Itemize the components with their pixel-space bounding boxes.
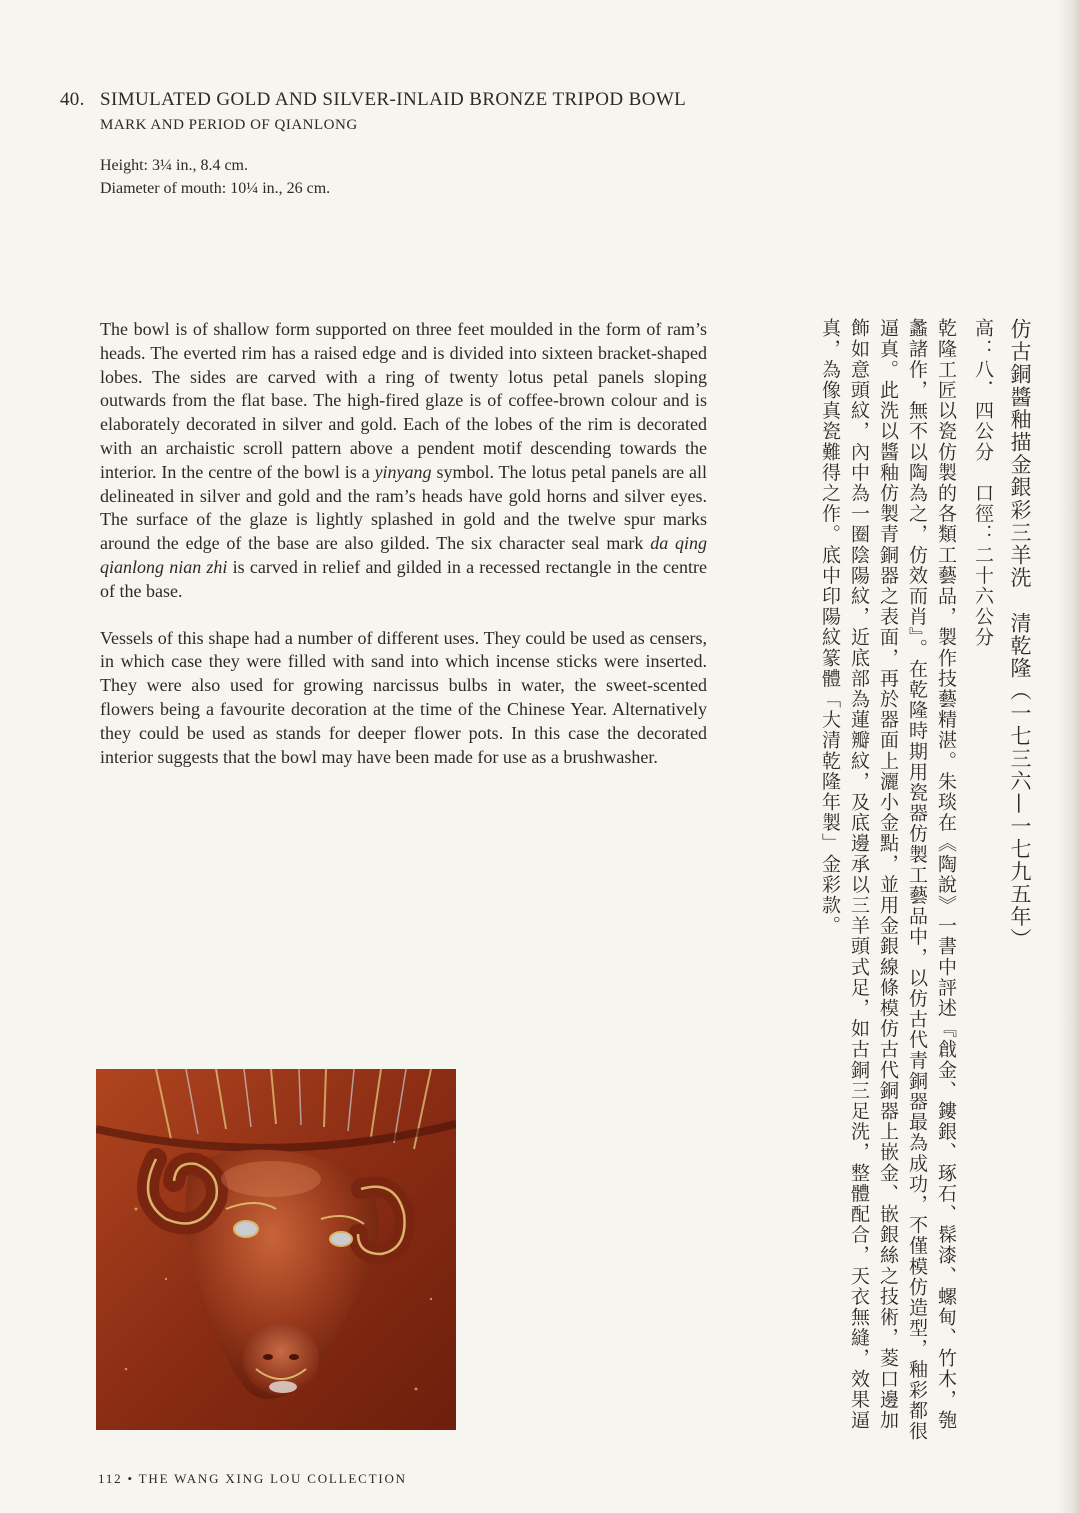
description-italic-term: yinyang xyxy=(374,461,432,482)
description-text: is carved in relief and gilded in a recessed rectangle in the centre of the base. xyxy=(100,556,707,601)
ram-head-illustration xyxy=(96,1069,456,1430)
entry-number: 40. xyxy=(60,89,85,110)
chinese-body: 乾隆工匠以瓷仿製的各類工藝品，製作技藝精湛。朱琰在《陶說》一書中評述『戧金、鏤銀、琢石、髹漆、螺甸、竹木，匏蠡諸作，無不以陶為之，仿效而肖』。在乾隆時期用瓷器仿製工藝品中，以仿古代青銅器最為成功，不僅模仿造型，釉彩都很逼真。此洗以醬釉仿製青銅器之表面，再於器面上灑小金點，並用金銀線條模仿古代銅器上嵌金、嵌銀絲之技術，菱口邊加飾如意頭紋，內中為一圈陰陽紋，近底部為蓮瓣紋，及底邊承以三羊頭式足，如古銅三足洗，整體配合，天衣無縫，效果逼真，為像真瓷難得之作。底中印陽紋篆體「大清乾隆年製」金彩款。 xyxy=(819,318,957,1442)
ram-head-photo xyxy=(96,1069,456,1430)
chinese-dimensions: 高：八．四公分 口徑：二十六公分 xyxy=(972,318,994,648)
entry-title: SIMULATED GOLD AND SILVER-INLAID BRONZE TRIPOD BOWL xyxy=(100,89,687,110)
description-paragraph-2: Vessels of this shape had a number of different uses. They could be used as censers, in which case they were filled with sand into which incense sticks were inserted. They were also used for growing narcissus bulbs in water, the sweet-scented flowers being a favourite decoration at the time of the Chinese Year. Alternatively they could be used as stands for deeper flower pots. In this case the decorated interior suggests that the bowl may have been made for use as a brushwasher. xyxy=(100,627,707,767)
english-description xyxy=(100,318,707,792)
dimensions xyxy=(100,154,330,200)
description-italic-term: da qing qianlong nian zhi xyxy=(100,533,707,577)
chinese-description xyxy=(815,318,1034,1443)
diameter-measurement: Diameter of mouth: 10¼ in., 26 cm. xyxy=(100,180,331,197)
height-measurement: Height: 3¼ in., 8.4 cm. xyxy=(100,157,248,174)
description-text: symbol. The lotus petal panels are all delineated in silver and gold and the ram’s heads have gold horns and silver eyes. The surface of the glaze is lightly splashed in gold and the twelve spur marks around the edge of the base are also gilded. The six character seal mark xyxy=(100,461,707,554)
description-text: The bowl is of shallow form supported on three feet moulded in the form of ram’s heads. The everted rim has a raised edge and is divided into sixteen bracket-shaped lobes. The sides are carved with a ring of twenty lotus petal panels sloping outwards from the flat base. The high-fired glaze is of coffee-brown colour and is elaborately decorated in silver and gold. Each of the lobes of the rim is decorated with an archaistic scroll pattern above a pendent motif descending towards the interior. In the centre of the bowl is a xyxy=(100,319,707,482)
page-edge xyxy=(1058,0,1080,1513)
entry-subtitle: MARK AND PERIOD OF QIANLONG xyxy=(100,117,358,133)
chinese-title: 仿古銅醬釉描金銀彩三羊洗 清乾隆（一七三六—一七九五年） xyxy=(1008,318,1032,951)
description-paragraph-1 xyxy=(100,318,707,604)
page-footer: 112 • THE WANG XING LOU COLLECTION xyxy=(98,1471,407,1486)
